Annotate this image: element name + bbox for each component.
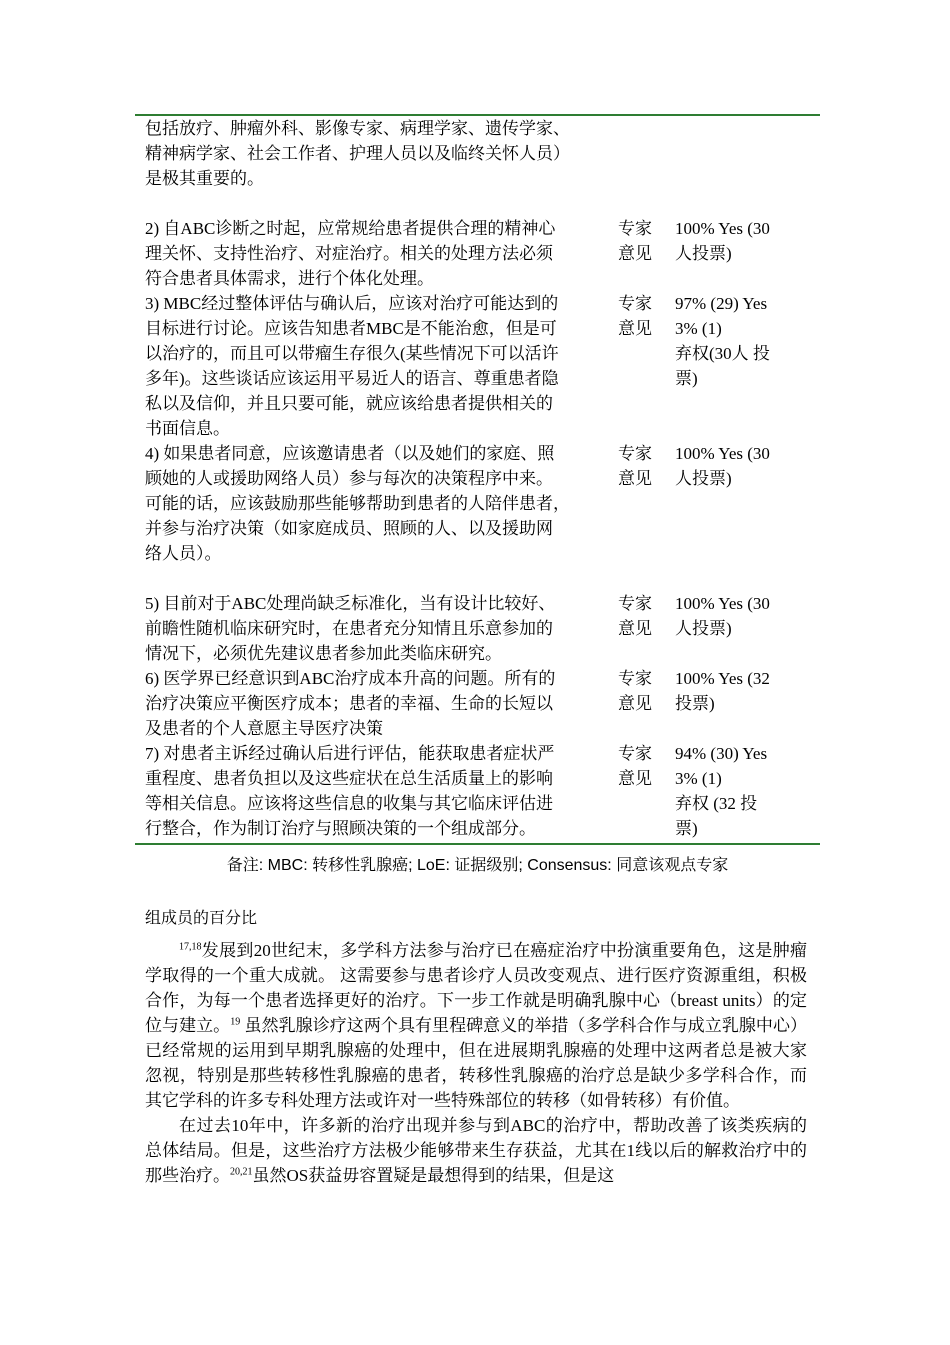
cell-line: 目标进行讨论。应该告知患者MBC是不能治愈，但是可 xyxy=(145,319,557,338)
citation: 20,21 xyxy=(230,1166,253,1178)
cell-line: 100% Yes (30 xyxy=(675,219,770,238)
evidence-type-cell xyxy=(618,741,675,841)
consensus-cell xyxy=(675,666,790,741)
table-row xyxy=(135,591,820,666)
cell-line: 重程度、患者负担以及这些症状在总生活质量上的影响 xyxy=(145,769,553,788)
cell-line: 专家 xyxy=(618,294,652,313)
cell-line: 情况下，必须优先建议患者参加此类临床研究。 xyxy=(145,644,502,663)
cell-line: 3% (1) xyxy=(675,319,722,338)
cell-line: 络人员）。 xyxy=(145,544,222,563)
cell-line: 私以及信仰，并且只要可能，就应该给患者提供相关的 xyxy=(145,394,553,413)
consensus-cell xyxy=(675,441,790,566)
consensus-cell xyxy=(675,216,790,291)
cell-line: 专家 xyxy=(618,594,652,613)
cell-line: 3% (1) xyxy=(675,769,722,788)
cell-line: 5) 目前对于ABC处理尚缺乏标准化，当有设计比较好、 xyxy=(145,594,556,613)
cell-line: 多年)。这些谈话应该运用平易近人的语言、尊重患者隐 xyxy=(145,369,559,388)
cell-line: 前瞻性随机临床研究时，在患者充分知情且乐意参加的 xyxy=(145,619,553,638)
cell-line: 2) 自ABC诊断之时起，应常规给患者提供合理的精神心 xyxy=(145,219,556,238)
cell-line: 意见 xyxy=(618,619,652,638)
cell-line: 以治疗的，而且可以带瘤生存很久(某些情况下可以活许 xyxy=(145,344,559,363)
table-row xyxy=(135,666,820,741)
intro-line: 包括放疗、肿瘤外科、影像专家、病理学家、遗传学家、 xyxy=(145,119,570,138)
cell-line: 并参与治疗决策（如家庭成员、照顾的人、以及援助网 xyxy=(145,519,553,538)
cell-line: 治疗决策应平衡医疗成本；患者的幸福、生命的长短以 xyxy=(145,694,553,713)
cell-line: 符合患者具体需求，进行个体化处理。 xyxy=(145,269,434,288)
evidence-type-cell xyxy=(618,216,675,291)
table-row xyxy=(135,216,820,291)
cell-line: 顾她的人或援助网络人员）参与每次的决策程序中来。 xyxy=(145,469,553,488)
evidence-type-cell xyxy=(618,666,675,741)
consensus-cell xyxy=(675,291,790,441)
paragraph: $^{17,18}$发展到20世纪末，多学科方法参与治疗已在癌症治疗中扮演重要角色，这是肿瘤学取得的一个重大成就。 这需要参与患者诊疗人员改变观点、进行医疗资源重组，积极合作，为每一个患者选择更好的治疗。下一步工作就是明确乳腺中心（breast units）的定位与建立。$^{19}$ 虽然乳腺诊疗这两个具有里程碑意义的举措（多学科合作与成立乳腺中心）已经常规的运用到早期乳腺癌的处理中，但在进展期乳腺癌的处理中这两者总是被大家忽视，特别是那些转移性乳腺癌的患者，转移性乳腺癌的治疗总是缺少多学科合作，而其它学科的许多专科处理方法或许对一些特殊部位的转移（如骨转移）有价值。 xyxy=(145,941,808,1110)
section-heading: 组成员的百分比 xyxy=(145,910,258,927)
intro-line: 精神病学家、社会工作者、护理人员以及临终关怀人员） xyxy=(145,144,570,163)
cell-line: 6) 医学界已经意识到ABC治疗成本升高的问题。所有的 xyxy=(145,669,556,688)
cell-line: 弃权(30人 投 xyxy=(675,344,770,363)
table-row xyxy=(135,291,820,441)
cell-line: 人投票) xyxy=(675,244,732,263)
cell-line: 97% (29) Yes xyxy=(675,294,768,313)
cell-line: 4) 如果患者同意，应该邀请患者（以及她们的家庭、照 xyxy=(145,444,555,463)
cell-line: 投票) xyxy=(675,694,715,713)
cell-line: 弃权 (32 投 xyxy=(675,794,758,813)
consensus-cell xyxy=(675,591,790,666)
intro-cell xyxy=(135,116,605,191)
evidence-type-cell xyxy=(618,591,675,666)
table-row-intro xyxy=(135,116,820,191)
recommendation-cell xyxy=(135,591,605,666)
cell-line: 100% Yes (32 xyxy=(675,669,770,688)
recommendation-cell xyxy=(135,291,605,441)
cell-line: 意见 xyxy=(618,319,652,338)
cell-line: 书面信息。 xyxy=(145,419,230,438)
evidence-type-cell xyxy=(618,441,675,566)
cell-line: 意见 xyxy=(618,769,652,788)
cell-line: 及患者的个人意愿主导医疗决策 xyxy=(145,719,383,738)
intro-line: 是极其重要的。 xyxy=(145,169,264,188)
cell-line: 票) xyxy=(675,369,698,388)
cell-line: 100% Yes (30 xyxy=(675,444,770,463)
evidence-type-cell xyxy=(618,291,675,441)
cell-line: 100% Yes (30 xyxy=(675,594,770,613)
cell-line: 专家 xyxy=(618,444,652,463)
cell-line: 专家 xyxy=(618,219,652,238)
table-row xyxy=(135,441,820,566)
paragraph: 在过去10年中，许多新的治疗出现并参与到ABC的治疗中，帮助改善了该类疾病的总体结局。但是，这些治疗方法极少能够带来生存获益，尤其在1线以后的解救治疗中的那些治疗。$^{20,21}$虽然OS获益毋容置疑是最想得到的结果，但是这 xyxy=(145,1116,807,1185)
body-text xyxy=(145,938,807,1188)
recommendation-cell xyxy=(135,441,605,566)
cell-line: 94% (30) Yes xyxy=(675,744,768,763)
recommendation-cell xyxy=(135,216,605,291)
cell-line: 人投票) xyxy=(675,469,732,488)
cell-line: 人投票) xyxy=(675,619,732,638)
table-bottom-rule xyxy=(135,843,820,845)
table-row xyxy=(135,741,820,841)
citation: 17,18 xyxy=(179,941,202,953)
cell-line: 等相关信息。应该将这些信息的收集与其它临床评估进 xyxy=(145,794,553,813)
cell-line: 可能的话，应该鼓励那些能够帮助到患者的人陪伴患者， xyxy=(145,494,570,513)
recommendation-cell xyxy=(135,741,605,841)
cell-line: 专家 xyxy=(618,669,652,688)
citation: 19 xyxy=(230,1016,241,1028)
consensus-table xyxy=(135,114,820,845)
consensus-cell xyxy=(675,741,790,841)
cell-line: 票) xyxy=(675,819,698,838)
cell-line: 行整合，作为制订治疗与照顾决策的一个组成部分。 xyxy=(145,819,536,838)
cell-line: 专家 xyxy=(618,744,652,763)
table-note: 备注: MBC: 转移性乳腺癌; LoE: 证据级别; Consensus: 同意该观点专家 xyxy=(226,857,729,874)
cell-line: 理关怀、支持性治疗、对症治疗。相关的处理方法必须 xyxy=(145,244,553,263)
cell-line: 7) 对患者主诉经过确认后进行评估，能获取患者症状严 xyxy=(145,744,555,763)
cell-line: 意见 xyxy=(618,694,652,713)
cell-line: 意见 xyxy=(618,469,652,488)
cell-line: 3) MBC经过整体评估与确认后，应该对治疗可能达到的 xyxy=(145,294,559,313)
cell-line: 意见 xyxy=(618,244,652,263)
table-rows xyxy=(135,216,820,841)
recommendation-cell xyxy=(135,666,605,741)
